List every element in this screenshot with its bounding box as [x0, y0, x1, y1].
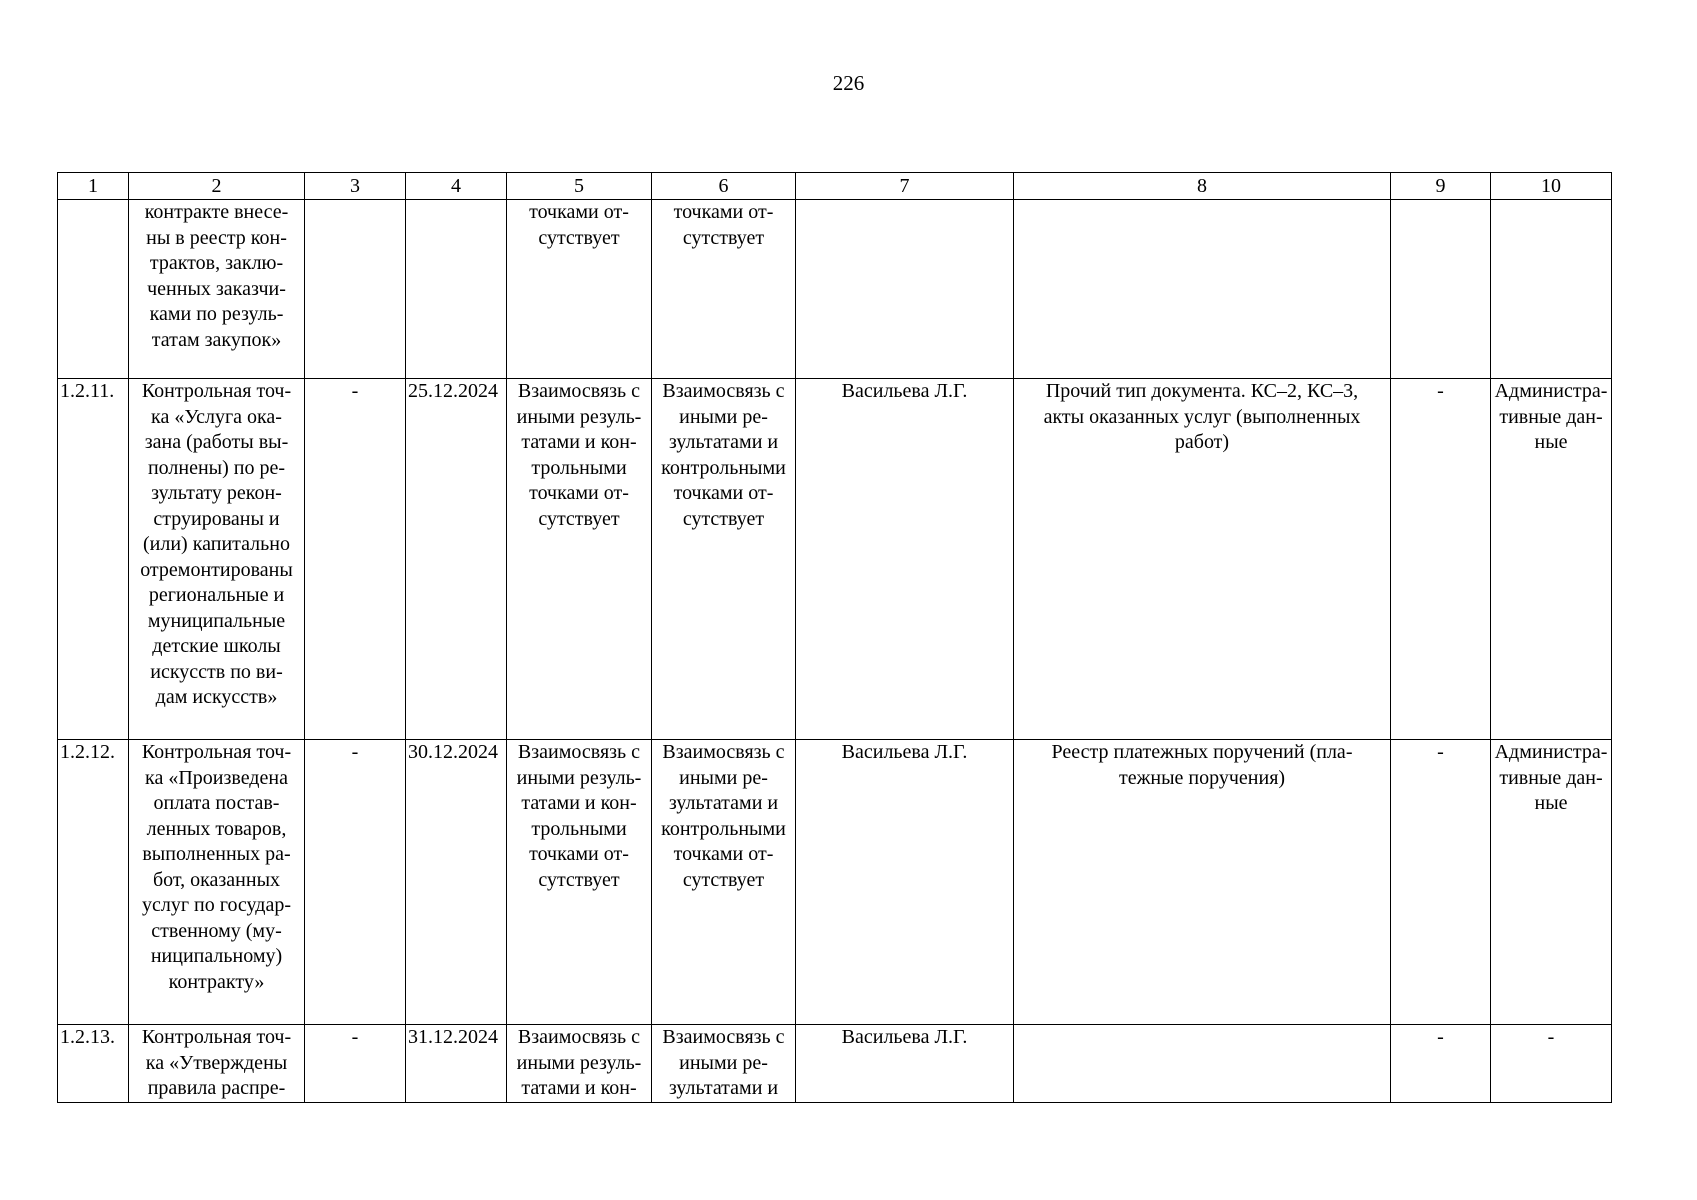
column-header-6: 6	[652, 173, 796, 200]
table-row	[58, 1025, 1612, 1103]
page-number: 226	[832, 71, 865, 95]
responsible-person: Васильева Л.Г.	[796, 1025, 1014, 1103]
deadline-date: 30.12.2024	[406, 740, 507, 1025]
relation-results: Взаимосвязь с иными резуль- татами и кон- трольными точками от- сутствует	[507, 379, 652, 740]
relation-results-alt: Взаимосвязь с иными ре- зультатами и контрольными точками от- сутствует	[652, 740, 796, 1025]
column-header-3: 3	[305, 173, 406, 200]
control-points-table	[57, 172, 1612, 1103]
column-header-4: 4	[406, 173, 507, 200]
data-source: Администра- тивные дан- ные	[1491, 740, 1612, 1025]
data-source: Администра- тивные дан- ные	[1491, 379, 1612, 740]
row-number: 1.2.11.	[58, 379, 129, 740]
control-point-name: Контрольная точ- ка «Произведена оплата постав- ленных товаров, выполненных ра- бот, оказанных услуг по государ- ственному (му- ниципальному) контракту»	[129, 740, 305, 1025]
relation-results-alt: Взаимосвязь с иными ре- зультатами и	[652, 1025, 796, 1103]
column-header-5: 5	[507, 173, 652, 200]
cell-col9: -	[1391, 1025, 1491, 1103]
row-number: 1.2.12.	[58, 740, 129, 1025]
deadline-date: 25.12.2024	[406, 379, 507, 740]
responsible-person	[796, 200, 1014, 379]
table-row	[58, 200, 1612, 379]
cell-col3: -	[305, 740, 406, 1025]
cell-col3: -	[305, 379, 406, 740]
cell-col9	[1391, 200, 1491, 379]
cell-col9: -	[1391, 379, 1491, 740]
table-row	[58, 379, 1612, 740]
document-type: Реестр платежных поручений (пла- тежные поручения)	[1014, 740, 1391, 1025]
control-point-name: Контрольная точ- ка «Услуга ока- зана (работы вы- полнены) по ре- зультату рекон- струированы и (или) капитально отремонтированы региональные и муниципальные детские школы искусств по ви- дам искусств»	[129, 379, 305, 740]
column-header-7: 7	[796, 173, 1014, 200]
responsible-person: Васильева Л.Г.	[796, 379, 1014, 740]
column-number-header-row	[58, 173, 1612, 200]
row-number: 1.2.13.	[58, 1025, 129, 1103]
cell-col3: -	[305, 1025, 406, 1103]
deadline-date: 31.12.2024	[406, 1025, 507, 1103]
data-source: -	[1491, 1025, 1612, 1103]
relation-results-alt: Взаимосвязь с иными ре- зультатами и контрольными точками от- сутствует	[652, 379, 796, 740]
control-point-name: Контрольная точ- ка «Утверждены правила распре-	[129, 1025, 305, 1103]
cell-col9: -	[1391, 740, 1491, 1025]
document-type	[1014, 200, 1391, 379]
column-header-9: 9	[1391, 173, 1491, 200]
relation-results: точками от- сутствует	[507, 200, 652, 379]
control-point-name: контракте внесе- ны в реестр кон- трактов, заклю- ченных заказчи- ками по резуль- татам закупок»	[129, 200, 305, 379]
cell-col3	[305, 200, 406, 379]
table-row	[58, 740, 1612, 1025]
deadline-date	[406, 200, 507, 379]
data-source	[1491, 200, 1612, 379]
relation-results-alt: точками от- сутствует	[652, 200, 796, 379]
responsible-person: Васильева Л.Г.	[796, 740, 1014, 1025]
document-type: Прочий тип документа. КС–2, КС–3, акты оказанных услуг (выполненных работ)	[1014, 379, 1391, 740]
relation-results: Взаимосвязь с иными резуль- татами и кон- трольными точками от- сутствует	[507, 740, 652, 1025]
relation-results: Взаимосвязь с иными резуль- татами и кон-	[507, 1025, 652, 1103]
column-header-10: 10	[1491, 173, 1612, 200]
column-header-1: 1	[58, 173, 129, 200]
column-header-2: 2	[129, 173, 305, 200]
row-number	[58, 200, 129, 379]
document-type	[1014, 1025, 1391, 1103]
column-header-8: 8	[1014, 173, 1391, 200]
